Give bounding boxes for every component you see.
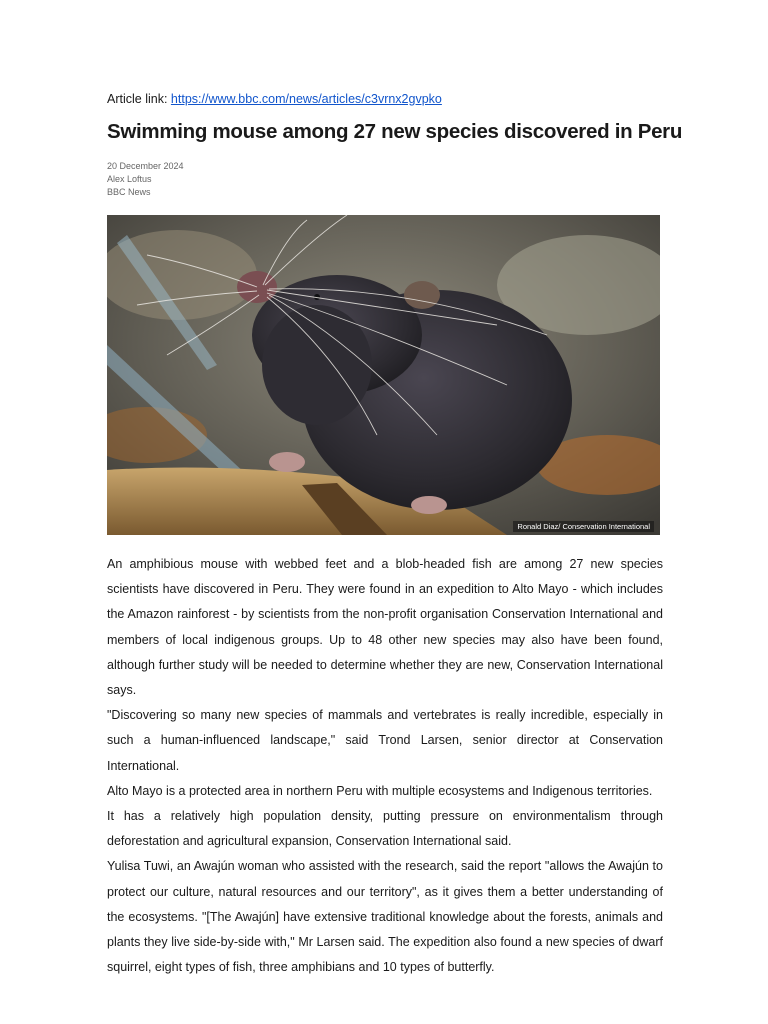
article-author: Alex Loftus <box>107 174 152 184</box>
article-title: Swimming mouse among 27 new species discovered in Peru <box>107 120 683 143</box>
article-body <box>107 552 663 980</box>
article-link-line <box>107 92 442 106</box>
article-date: 20 December 2024 <box>107 161 184 171</box>
article-source: BBC News <box>107 187 151 197</box>
body-paragraph: Yulisa Tuwi, an Awajún woman who assisted with the research, said the report "allows the Awajún to protect our culture, natural resources and our territory", as it gives them a better understanding of the ecosystems. "[The Awajún] have extensive traditional knowledge about the forests, animals and plants they live side-by-side with," Mr Larsen said. The expedition also found a new species of dwarf squirrel, eight types of fish, three amphibians and 10 types of butterfly. <box>107 859 663 975</box>
article-meta <box>107 160 184 199</box>
body-paragraph: An amphibious mouse with webbed feet and a blob-headed fish are among 27 new species scientists have discovered in Peru. They were found in an expedition to Alto Mayo - which includes the Amazon rainforest - by scientists from the non-profit organisation Conservation International and members of local indigenous groups. Up to 48 other new species may also have been found, although further study will be needed to determine whether they are new, Conservation International says. <box>107 557 663 698</box>
image-credit: Ronald Diaz/ Conservation International <box>513 521 654 532</box>
article-link-label: Article link: <box>107 92 168 106</box>
body-paragraph: Alto Mayo is a protected area in northern Peru with multiple ecosystems and Indigenous territories. <box>107 783 653 798</box>
body-paragraph: "Discovering so many new species of mammals and vertebrates is really incredible, especially in such a human-influenced landscape," said Trond Larsen, senior director at Conservation International. <box>107 708 663 773</box>
mouse-photo-illustration <box>107 215 660 535</box>
body-paragraph: It has a relatively high population density, putting pressure on environmentalism through deforestation and agricultural expansion, Conservation International said. <box>107 809 663 849</box>
article-photo <box>107 215 660 535</box>
article-link[interactable]: https://www.bbc.com/news/articles/c3vrnx2gvpko <box>170 92 442 106</box>
